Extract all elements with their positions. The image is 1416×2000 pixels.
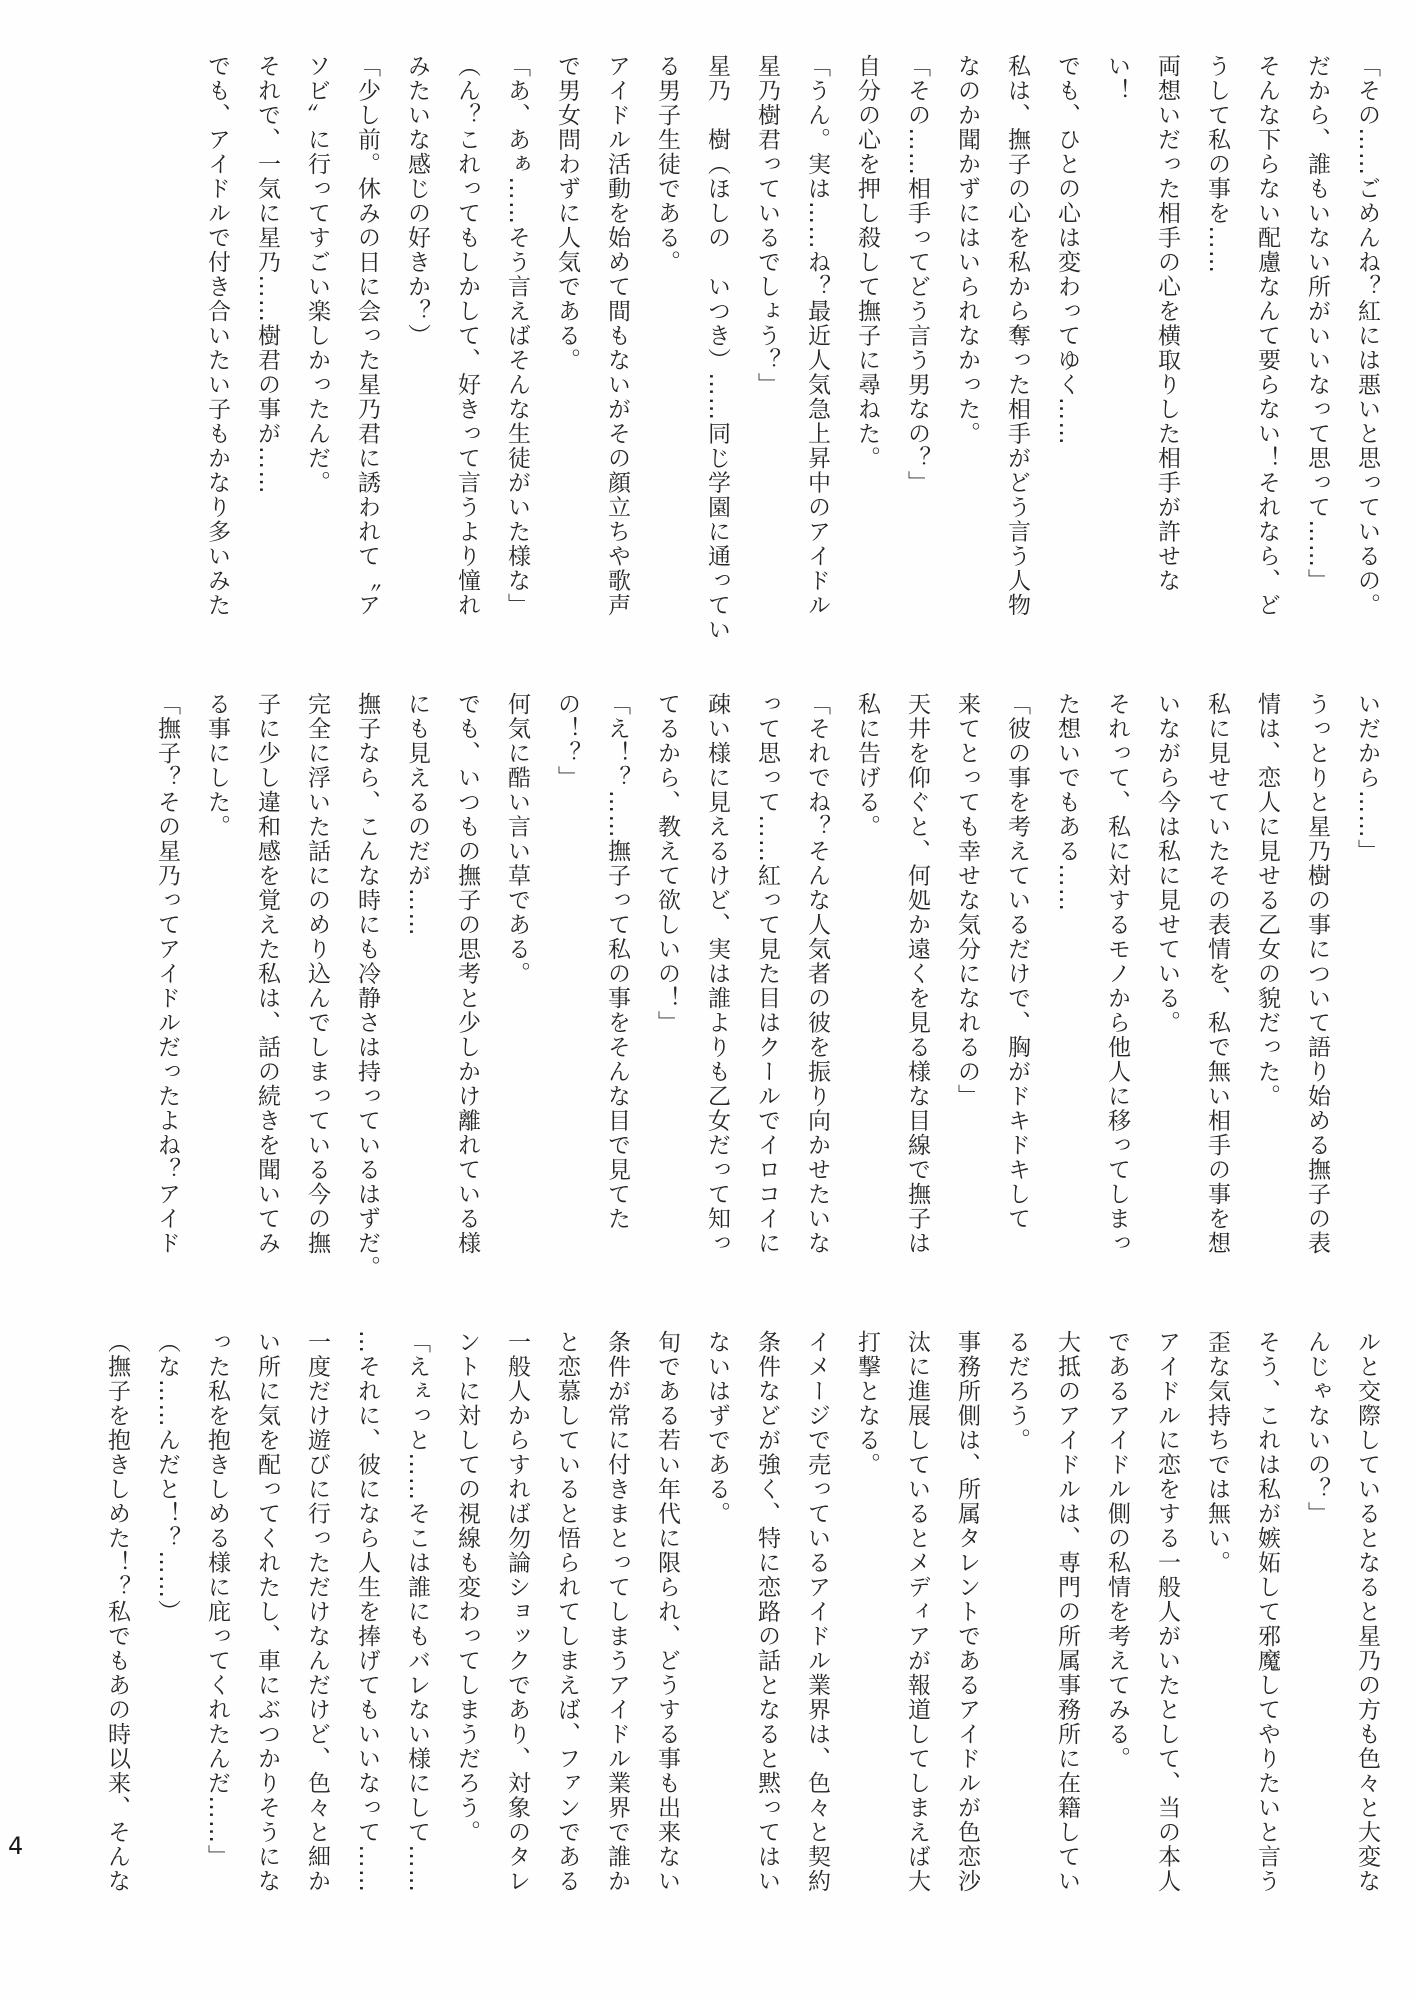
text-column: でも、アイドルで付き合いたい子もかなり多いみた (204, 54, 230, 618)
text-column: 一般人からすれば勿論ショックであり、対象のタレ (504, 1330, 530, 1894)
text-column: それって、私に対するモノから他人に移ってしまっ (1104, 692, 1130, 1256)
text-column: 私に告げる。 (854, 692, 880, 839)
text-column: いながら今は私に見せている。 (1154, 692, 1180, 1035)
text-column: 「少し前。休みの日に会った星乃君に誘われて〝ア (354, 54, 380, 618)
text-column: そう、これは私が嫉妬して邪魔してやりたいと言う (1254, 1330, 1280, 1894)
text-column: と恋慕していると悟られてしまえば、ファンである (554, 1330, 580, 1894)
text-column: の！？」 (554, 692, 580, 790)
text-column: 天井を仰ぐと、何処か遠くを見る様な目線で撫子は (904, 692, 930, 1256)
text-column: 条件などが強く、特に恋路の話となると黙ってはい (754, 1330, 780, 1894)
text-column: なのか聞かずにはいられなかった。 (954, 54, 980, 446)
text-column: 打撃となる。 (854, 1330, 880, 1477)
text-column: る男子生徒である。 (654, 54, 680, 275)
text-column: い所に気を配ってくれたし、車にぶつかりそうにな (254, 1330, 280, 1894)
text-column: 私に見せていたその表情を、私で無い相手の事を想 (1204, 692, 1230, 1256)
text-column: アイドル活動を始めて間もないがその顔立ちや歌声 (604, 54, 630, 618)
text-column: てるから、教えて欲しいの！」 (654, 692, 680, 1035)
text-column: …それに、彼になら人生を捧げてもいいなって…… (354, 1330, 380, 1894)
text-column: 撫子なら、こんな時にも冷静さは持っているはずだ。 (354, 692, 380, 1280)
text-column: それで、一気に星乃……樹君の事が…… (254, 54, 280, 495)
text-column: 旬である若い年代に限られ、どうする事も出来ない (654, 1330, 680, 1894)
text-column: イメージで売っているアイドル業界は、色々と契約 (804, 1330, 830, 1894)
text-column: 一度だけ遊びに行っただけなんだけど、色々と細か (304, 1330, 330, 1894)
text-column: 星乃樹君っているでしょう？」 (754, 54, 780, 397)
text-column: 「それでね？そんな人気者の彼を振り向かせたいな (804, 692, 830, 1256)
text-column: 「うん。実は……ね？最近人気急上昇中のアイドル (804, 54, 830, 618)
text-column: んじゃないの？」 (1304, 1330, 1330, 1526)
text-column: 完全に浮いた話にのめり込んでしまっている今の撫 (304, 692, 330, 1256)
text-column: であるアイドル側の私情を考えてみる。 (1104, 1330, 1130, 1771)
text-column: 「えぇっと……そこは誰にもバレない様にして…… (404, 1330, 430, 1894)
text-column: い！ (1104, 54, 1130, 103)
text-column: 何気に酷い言い草である。 (504, 692, 530, 986)
text-column: 「え！？……撫子って私の事をそんな目で見てた (604, 692, 630, 1231)
text-column: （撫子を抱きしめた！？私でもあの時以来、そんな (104, 1330, 130, 1894)
text-column: いだから……」 (1354, 692, 1380, 864)
text-column: （な……んだと！？……） (154, 1330, 180, 1624)
text-column: だから、誰もいない所がいいなって思って……」 (1304, 54, 1330, 593)
text-column: 汰に進展しているとメディアが報道してしまえば大 (904, 1330, 930, 1894)
text-column: 「その……相手ってどう言う男なの？」 (904, 54, 930, 495)
text-column: にも見えるのだが…… (404, 692, 430, 937)
text-column: アイドルに恋をする一般人がいたとして、当の本人 (1154, 1330, 1180, 1894)
text-column: 来てとっても幸せな気分になれるの」 (954, 692, 980, 1109)
text-column: る事にした。 (204, 692, 230, 839)
text-column: ルと交際しているとなると星乃の方も色々と大変な (1354, 1330, 1380, 1894)
text-column: った私を抱きしめる様に庇ってくれたんだ……」 (204, 1330, 230, 1869)
text-column: 「撫子？その星乃ってアイドルだったよね？アイド (154, 692, 180, 1256)
text-column: ないはずである。 (704, 1330, 730, 1526)
page-number: 4 (8, 1832, 24, 1860)
text-column: 「彼の事を考えているだけで、胸がドキドキして (1004, 692, 1030, 1231)
text-column: うして私の事を…… (1204, 54, 1230, 275)
text-column: 自分の心を押し殺して撫子に尋ねた。 (854, 54, 880, 471)
text-column: って思って……紅って見た目はクールでイロコイに (754, 692, 780, 1256)
text-column: で男女問わずに人気である。 (554, 54, 580, 373)
text-column: 両想いだった相手の心を横取りした相手が許せな (1154, 54, 1180, 593)
text-column: 歪な気持ちでは無い。 (1204, 1330, 1230, 1575)
text-column: 疎い様に見えるけど、実は誰よりも乙女だって知っ (704, 692, 730, 1256)
text-column: 子に少し違和感を覚えた私は、話の続きを聞いてみ (254, 692, 280, 1256)
text-column: そんな下らない配慮なんて要らない！それなら、ど (1254, 54, 1280, 618)
text-column: るだろう。 (1004, 1330, 1030, 1453)
text-column: 大抵のアイドルは、専門の所属事務所に在籍してい (1054, 1330, 1080, 1894)
text-column: 条件が常に付きまとってしまうアイドル業界で誰か (604, 1330, 630, 1894)
text-column: ントに対しての視線も変わってしまうだろう。 (454, 1330, 480, 1845)
text-column: 星乃 樹（ほしの いつき）……同じ学園に通ってい (704, 54, 730, 642)
text-column: 事務所側は、所属タレントであるアイドルが色恋沙 (954, 1330, 980, 1894)
text-column: うっとりと星乃樹の事について語り始める撫子の表 (1304, 692, 1330, 1256)
text-column: 私は、撫子の心を私から奪った相手がどう言う人物 (1004, 54, 1030, 618)
text-column: 「あ、あぁ……そう言えばそんな生徒がいた様な」 (504, 54, 530, 618)
text-column: （ん？これってもしかして、好きって言うより憧れ (454, 54, 480, 618)
text-band-middle (142, 692, 1392, 1307)
text-column: 「その……ごめんね？紅には悪いと思っているの。 (1354, 54, 1380, 618)
text-column: た想いでもある…… (1054, 692, 1080, 913)
text-column: みたいな感じの好きか？） (404, 54, 430, 348)
text-column: でも、ひとの心は変わってゆく…… (1054, 54, 1080, 446)
text-band-top (192, 54, 1392, 669)
text-column: ソビ〟に行ってすごい楽しかったんだ。 (304, 54, 330, 495)
text-band-bottom (92, 1330, 1392, 1945)
text-column: 情は、恋人に見せる乙女の貌だった。 (1254, 692, 1280, 1109)
text-column: でも、いつもの撫子の思考と少しかけ離れている様 (454, 692, 480, 1256)
